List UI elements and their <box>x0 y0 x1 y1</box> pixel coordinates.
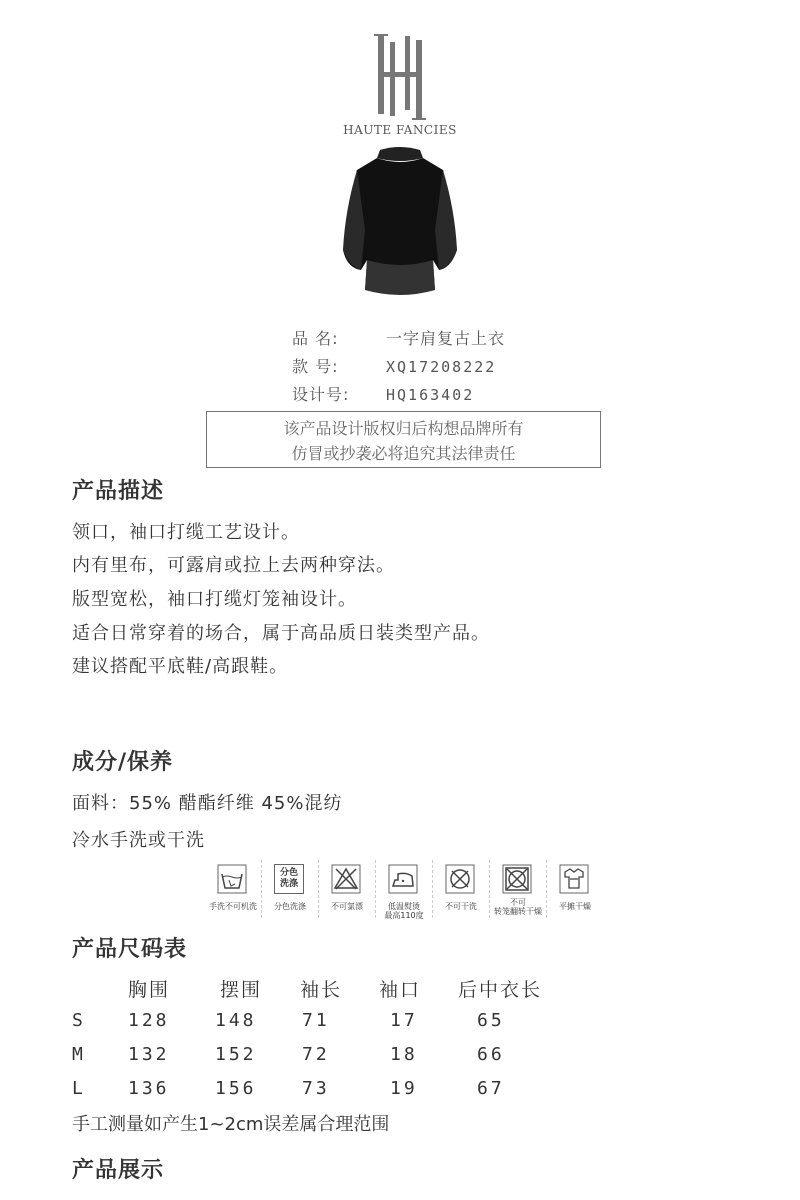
flat-dry-icon <box>559 864 589 894</box>
low-iron-icon <box>388 864 418 894</box>
size-value: 148 <box>215 1010 257 1031</box>
design-number-row <box>292 382 474 405</box>
care-icon-label: 手洗不可机洗 <box>209 902 257 911</box>
care-icon-item <box>262 860 319 918</box>
care-icon-item <box>490 860 547 918</box>
measurement-note: 手工测量如产生1~2cm误差属合理范围 <box>72 1114 390 1135</box>
care-icon-label: 不可干洗 <box>445 902 477 911</box>
size-value: 71 <box>302 1010 330 1031</box>
size-value: 132 <box>128 1044 170 1065</box>
copyright-notice <box>206 411 601 468</box>
size-value: 152 <box>215 1044 257 1065</box>
size-column-header: 袖长 <box>300 979 343 1001</box>
product-name-value: 一字肩复古上衣 <box>386 329 506 348</box>
care-icon-label: 分色洗涤 <box>274 902 306 911</box>
design-number-label: 设计号: <box>292 385 350 404</box>
no-bleach-icon <box>331 864 361 894</box>
product-name-row <box>292 326 505 349</box>
no-dry-clean-icon <box>445 864 475 894</box>
description-line: 领口，袖口打缆工艺设计。 <box>72 522 300 543</box>
hand-wash-icon <box>217 864 247 894</box>
style-number-row <box>292 354 496 377</box>
fabric-composition: 面料：55% 醋酯纤维 45%混纺 <box>72 793 343 814</box>
size-value: 156 <box>215 1078 257 1099</box>
size-value: 66 <box>477 1044 505 1065</box>
copyright-notice-line2: 仿冒或抄袭必将追究其法律责任 <box>291 444 516 463</box>
size-value: 19 <box>390 1078 418 1099</box>
care-icon-label: 不可 转笼翻转干燥 <box>494 898 542 916</box>
care-icon-item <box>205 860 262 918</box>
care-icons-row <box>205 860 605 920</box>
size-value: 67 <box>477 1078 505 1099</box>
size-value: 73 <box>302 1078 330 1099</box>
size-label: L <box>72 1078 86 1099</box>
size-label: M <box>72 1044 86 1065</box>
description-line: 适合日常穿着的场合，属于高品质日装类型产品。 <box>72 623 490 644</box>
care-icon-label: 平摊干燥 <box>559 902 591 911</box>
size-heading: 产品尺码表 <box>72 937 188 962</box>
brand-name: HAUTE FANCIES <box>343 123 457 137</box>
blouse-product-image <box>325 140 475 300</box>
care-icon-item <box>319 860 376 918</box>
size-value: 72 <box>302 1044 330 1065</box>
design-number-value: HQ163402 <box>386 386 475 404</box>
wash-instruction: 冷水手洗或干洗 <box>72 830 205 851</box>
size-column-header: 摆围 <box>220 979 263 1001</box>
size-column-header: 胸围 <box>128 979 171 1001</box>
size-value: 18 <box>390 1044 418 1065</box>
care-icon-item <box>376 860 433 918</box>
display-heading: 产品展示 <box>72 1158 165 1183</box>
size-column-header: 后中衣长 <box>458 979 543 1001</box>
no-tumble-dry-icon <box>502 864 532 894</box>
copyright-notice-line1: 该产品设计版权归后构想品牌所有 <box>283 419 524 438</box>
size-column-header: 袖口 <box>379 979 422 1001</box>
care-heading: 成分/保养 <box>72 750 174 775</box>
size-value: 65 <box>477 1010 505 1031</box>
description-heading: 产品描述 <box>72 479 165 504</box>
size-value: 17 <box>390 1010 418 1031</box>
care-icon-label: 不可氯漂 <box>331 902 363 911</box>
separate-wash-icon: 分色 洗涤 <box>274 864 304 894</box>
care-icon-item <box>547 860 603 918</box>
care-icon-item <box>433 860 490 918</box>
size-label: S <box>72 1010 86 1031</box>
size-value: 136 <box>128 1078 170 1099</box>
description-line: 建议搭配平底鞋/高跟鞋。 <box>72 656 289 677</box>
description-line: 内有里布，可露肩或拉上去两种穿法。 <box>72 555 395 576</box>
description-line: 版型宽松，袖口打缆灯笼袖设计。 <box>72 589 357 610</box>
size-value: 128 <box>128 1010 170 1031</box>
hh-monogram-logo-icon <box>370 30 430 120</box>
care-icon-label: 低温熨烫 最高110度 <box>384 902 424 920</box>
style-number-value: XQ17208222 <box>386 358 497 376</box>
product-name-label: 品 名: <box>292 329 339 348</box>
style-number-label: 款 号: <box>292 357 339 376</box>
